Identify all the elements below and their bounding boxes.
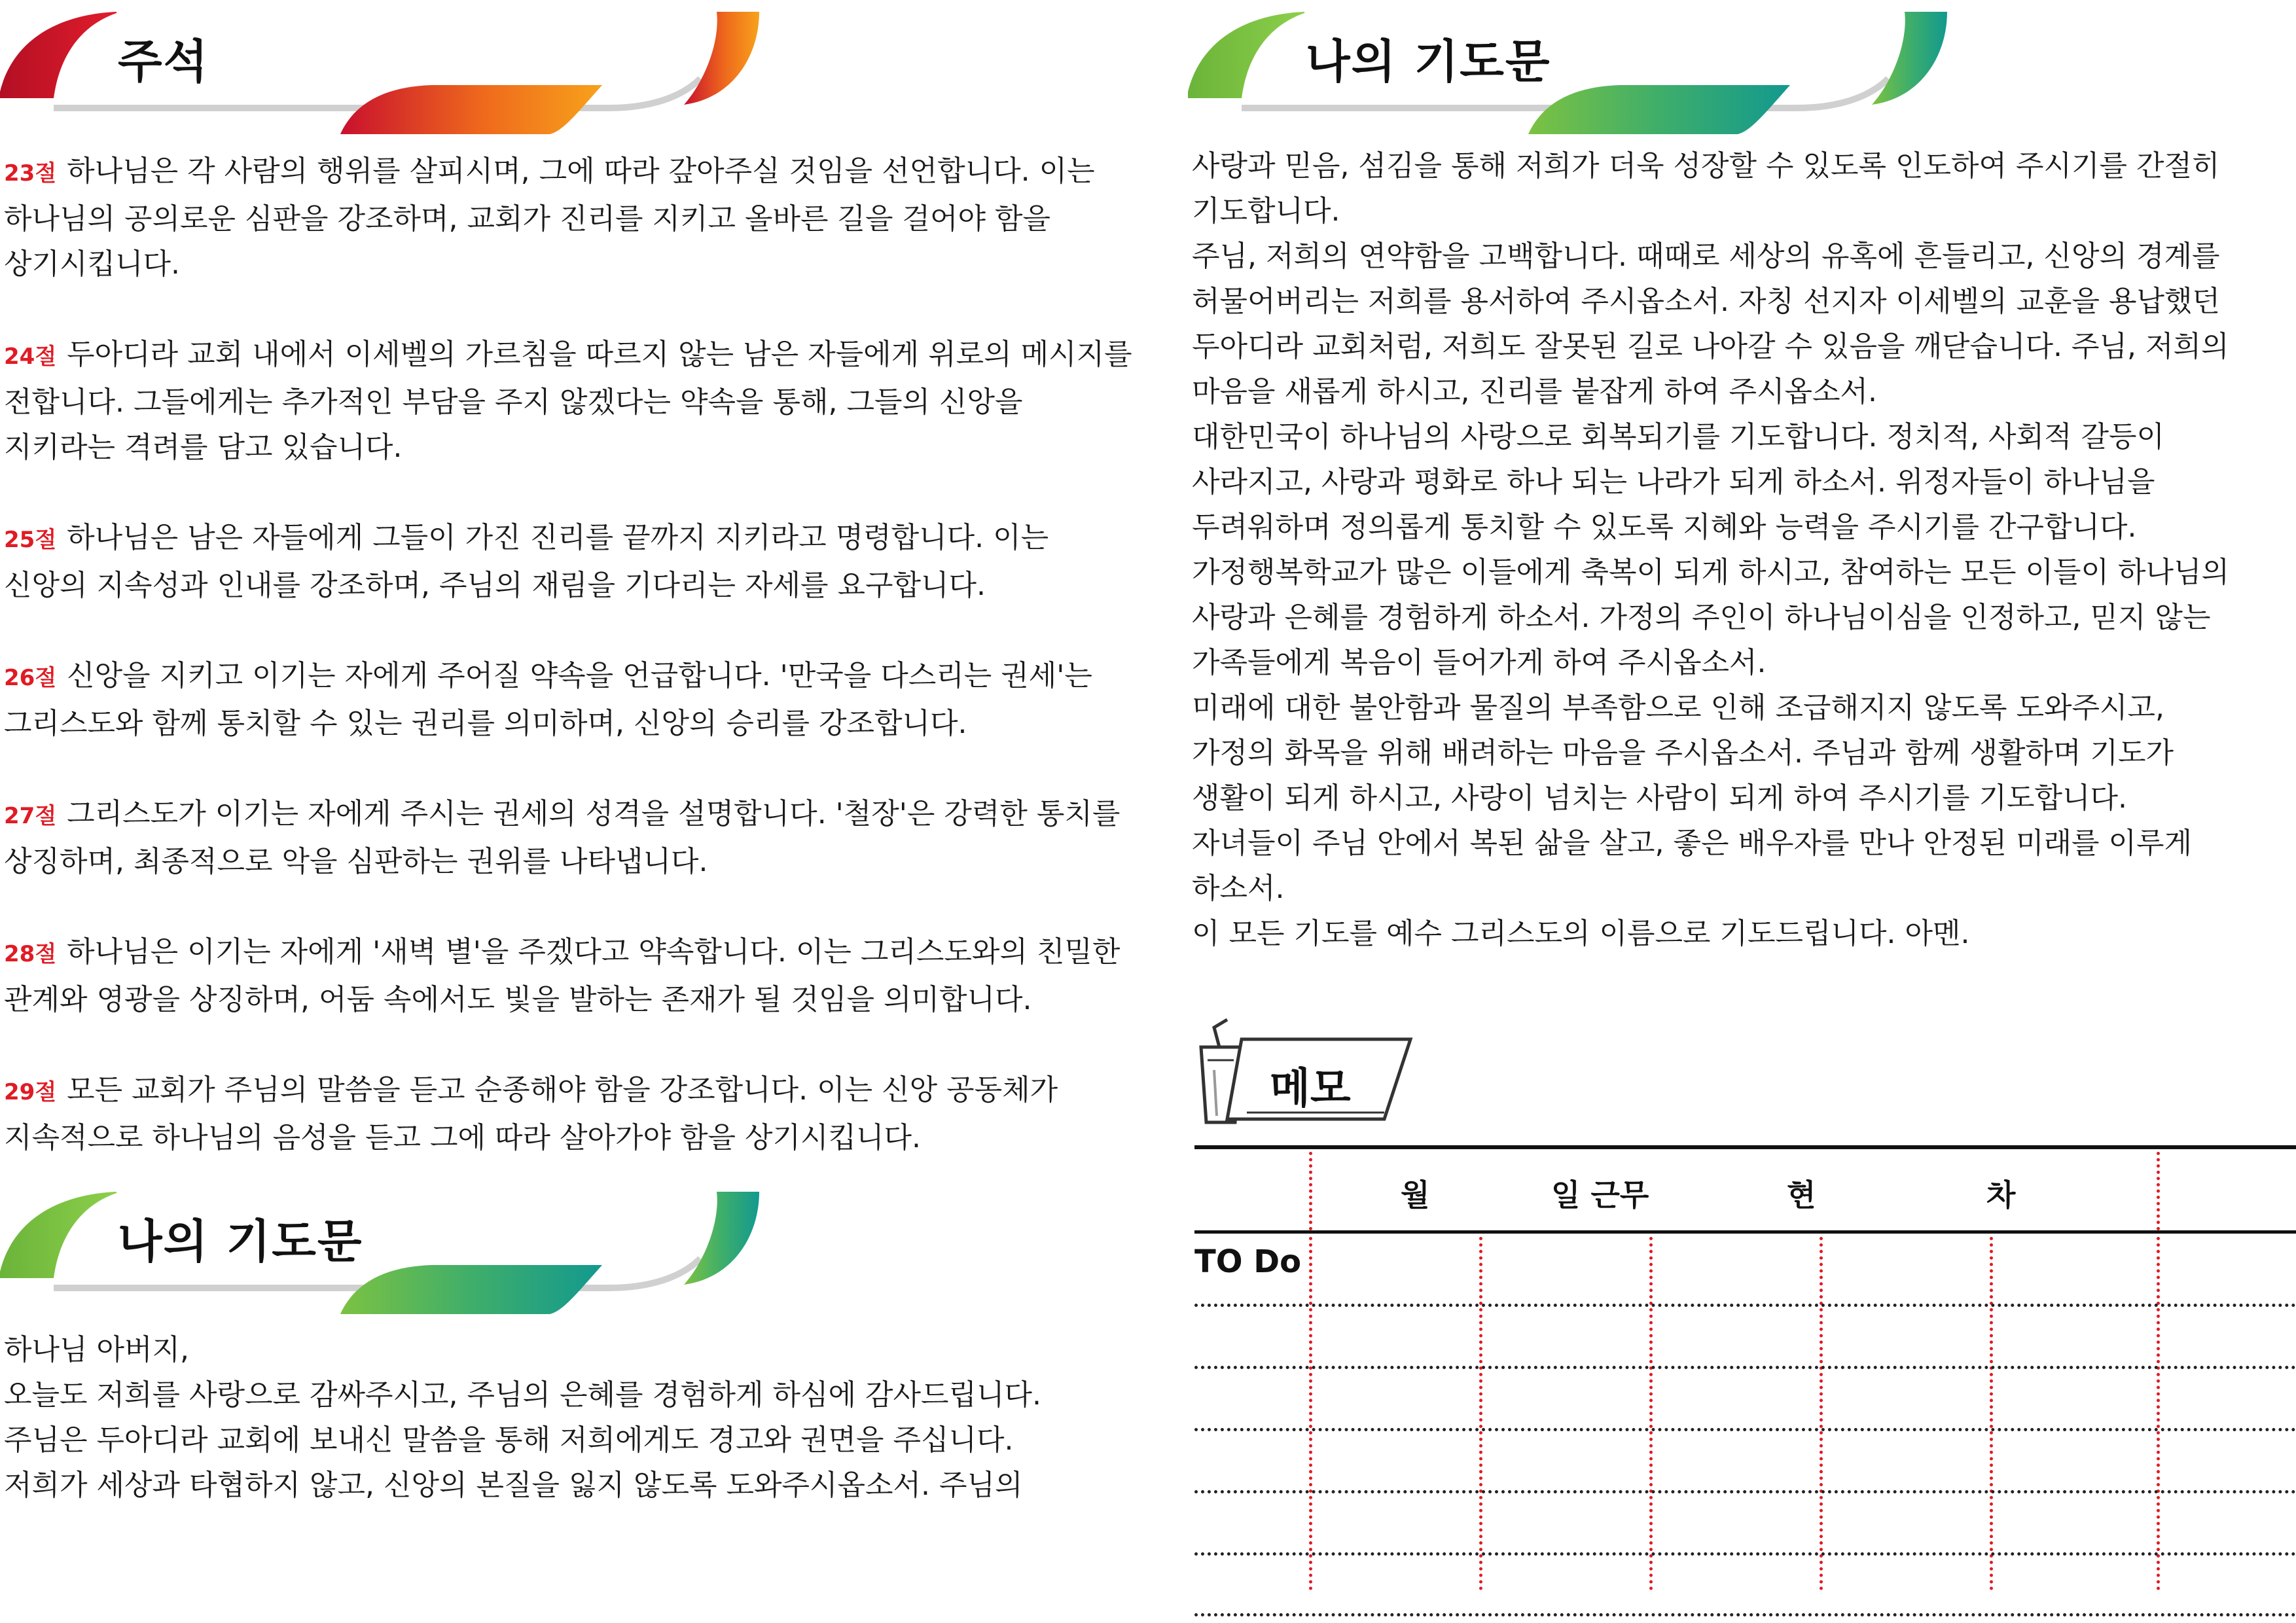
annotation-26 [0,653,1139,746]
prayer-line: 가정의 화목을 위해 배려하는 마음을 주시옵소서. 주님과 함께 생활하며 기도가 [1192,736,2174,770]
todo-label: TO Do [1194,1243,1302,1280]
annotation-29 [0,1067,1139,1160]
memo-row-line [1194,1366,2296,1369]
prayer-line: 기도합니다. [1192,194,1340,228]
memo-header [1188,1008,2296,1126]
day-label: 현 [1787,1177,1816,1213]
banner-red-orange-graphic [0,0,759,134]
prayer-line: 이 모든 기도를 예수 그리스도의 이름으로 기도드립니다. 아멘. [1192,917,1970,950]
day-label: 월 [1401,1177,1430,1213]
memo-row-line [1194,1552,2296,1556]
annotation-text: 하나님은 각 사람의 행위를 살피시며, 그에 따라 갚아주실 것임을 선언합니다. 이는 하나님의 공의로운 심판을 강조하며, 교회가 진리를 지키고 올바른 길을 걸어야 함을 상기시킵니다. [4,154,1095,281]
prayer-line: 사라지고, 사랑과 평화로 하나 되는 나라가 되게 하소서. 위정자들이 하나님을 [1192,465,2155,499]
prayer-line: 두려워하며 정의롭게 통치할 수 있도록 지혜와 능력을 주시기를 간구합니다. [1192,510,2137,544]
prayer-line: 하소서. [1192,872,1285,905]
memo-mid-line [1194,1230,2296,1234]
annotation-24 [0,332,1139,470]
annotation-25 [0,515,1139,608]
annotations-list [0,149,1139,1160]
memo-days-row [1194,1145,2296,1230]
memo-section [1188,1008,2296,1280]
memo-title: 메모 [1270,1065,1351,1113]
prayer-line: 오늘도 저희를 사랑으로 감싸주시고, 주님의 은혜를 경험하게 하심에 감사드립니다. [4,1378,1041,1412]
verse-number: 29절 [4,1079,57,1105]
banner-green-teal-graphic [1188,0,1947,134]
annotation-text: 하나님은 남은 자들에게 그들이 가진 진리를 끝까지 지키라고 명령합니다. 이는 신앙의 지속성과 인내를 강조하며, 주님의 재림을 기다리는 자세를 요구합니다. [4,521,1049,602]
prayer-title-right: 나의 기도문 [1306,35,1551,88]
prayer-line: 가족들에게 복음이 들어가게 하여 주시옵소서. [1192,646,1767,679]
annotation-text: 신앙을 지키고 이기는 자에게 주어질 약속을 언급합니다. '만국을 다스리는 권세'는 그리스도와 함께 통치할 수 있는 권리를 의미하며, 신앙의 승리를 강조합니다. [4,659,1092,740]
prayer-line: 자녀들이 주님 안에서 복된 삶을 살고, 좋은 배우자를 만나 안정된 미래를 이루게 [1192,827,2192,860]
annotations-title: 주석 [118,35,209,88]
annotation-text: 하나님은 이기는 자에게 '새벽 별'을 주겠다고 약속합니다. 이는 그리스도와의 친밀한 관계와 영광을 상징하며, 어둠 속에서도 빛을 발하는 존재가 될 것임을 의미합니다. [4,935,1121,1016]
prayer-line: 대한민국이 하나님의 사랑으로 회복되기를 기도합니다. 정치적, 사회적 갈등이 [1192,420,2165,454]
memo-row-line [1194,1490,2296,1493]
prayer-line: 저희가 세상과 타협하지 않고, 신앙의 본질을 잃지 않도록 도와주시옵소서. 주님의 [4,1469,1023,1502]
prayer-title-left: 나의 기도문 [118,1215,363,1268]
verse-number: 26절 [4,665,57,691]
left-column [0,0,1139,1508]
right-column [1188,0,2296,1280]
memo-col-divider [2157,1152,2160,1230]
prayer-line: 생활이 되게 하시고, 사랑이 넘치는 사람이 되게 하여 주시기를 기도합니다. [1192,781,2127,815]
prayer-line: 사랑과 믿음, 섬김을 통해 저희가 더욱 성장할 수 있도록 인도하여 주시기를 간절히 [1192,149,2220,183]
prayer-line: 하나님 아버지, [4,1333,189,1366]
annotation-text: 모든 교회가 주님의 말씀을 듣고 순종해야 함을 강조합니다. 이는 신앙 공동체가 지속적으로 하나님의 음성을 듣고 그에 따라 살아가야 함을 상기시킵니다. [4,1073,1058,1154]
verse-number: 23절 [4,160,57,187]
day-label: 일 근무 [1551,1177,1649,1213]
memo-col-divider [1820,1237,1823,1590]
prayer-line: 주님, 저희의 연약함을 고백합니다. 때때로 세상의 유혹에 흔들리고, 신앙의 경계를 [1192,240,2220,273]
memo-col-divider [1649,1237,1653,1590]
banner-green-teal-graphic [0,1180,759,1314]
annotation-23 [0,149,1139,287]
prayer-line: 주님은 두아디라 교회에 보내신 말씀을 통해 저희에게도 경고와 권면을 주십니다. [4,1423,1014,1457]
verse-number: 25절 [4,527,57,553]
memo-col-divider [2157,1237,2160,1590]
prayer-header-left [0,1180,759,1314]
memo-col-divider [1309,1152,1312,1230]
prayer-header-right [1188,0,1947,134]
prayer-line: 두아디라 교회처럼, 저희도 잘못된 길로 나아갈 수 있음을 깨닫습니다. 주님, 저희의 [1192,330,2229,363]
prayer-line: 마음을 새롭게 하시고, 진리를 붙잡게 하여 주시옵소서. [1192,375,1877,408]
day-label: 차 [1986,1177,2016,1213]
verse-number: 27절 [4,803,57,829]
prayer-right-body [1188,143,2296,956]
annotation-28 [0,929,1139,1022]
annotation-text: 두아디라 교회 내에서 이세벨의 가르침을 따르지 않는 남은 자들에게 위로의 메시지를 전합니다. 그들에게는 추가적인 부담을 주지 않겠다는 약속을 통해, 그들의 신앙을 지키라는 격려를 담고 있습니다. [4,338,1132,464]
prayer-line: 미래에 대한 불안함과 물질의 부족함으로 인해 조급해지지 않도록 도와주시고, [1192,691,2165,724]
memo-col-divider [1479,1237,1482,1590]
annotation-27 [0,791,1139,884]
memo-row-line [1194,1613,2296,1616]
verse-number: 28절 [4,941,57,967]
prayer-line: 허물어버리는 저희를 용서하여 주시옵소서. 자칭 선지자 이세벨의 교훈을 용납했던 [1192,285,2221,318]
annotations-header [0,0,759,134]
memo-row-line [1194,1428,2296,1431]
prayer-line: 가정행복학교가 많은 이들에게 축복이 되게 하시고, 참여하는 모든 이들이 하나님의 [1192,556,2229,589]
memo-col-divider [1309,1237,1312,1590]
verse-number: 24절 [4,344,57,370]
prayer-line: 사랑과 은혜를 경험하게 하소서. 가정의 주인이 하나님이심을 인정하고, 믿지 않는 [1192,601,2211,634]
prayer-left-body [0,1327,1139,1508]
memo-col-divider [1990,1237,1993,1590]
annotation-text: 그리스도가 이기는 자에게 주시는 권세의 성격을 설명합니다. '철장'은 강력한 통치를 상징하며, 최종적으로 악을 심판하는 권위를 나타냅니다. [4,797,1121,878]
memo-row-line [1194,1304,2296,1307]
